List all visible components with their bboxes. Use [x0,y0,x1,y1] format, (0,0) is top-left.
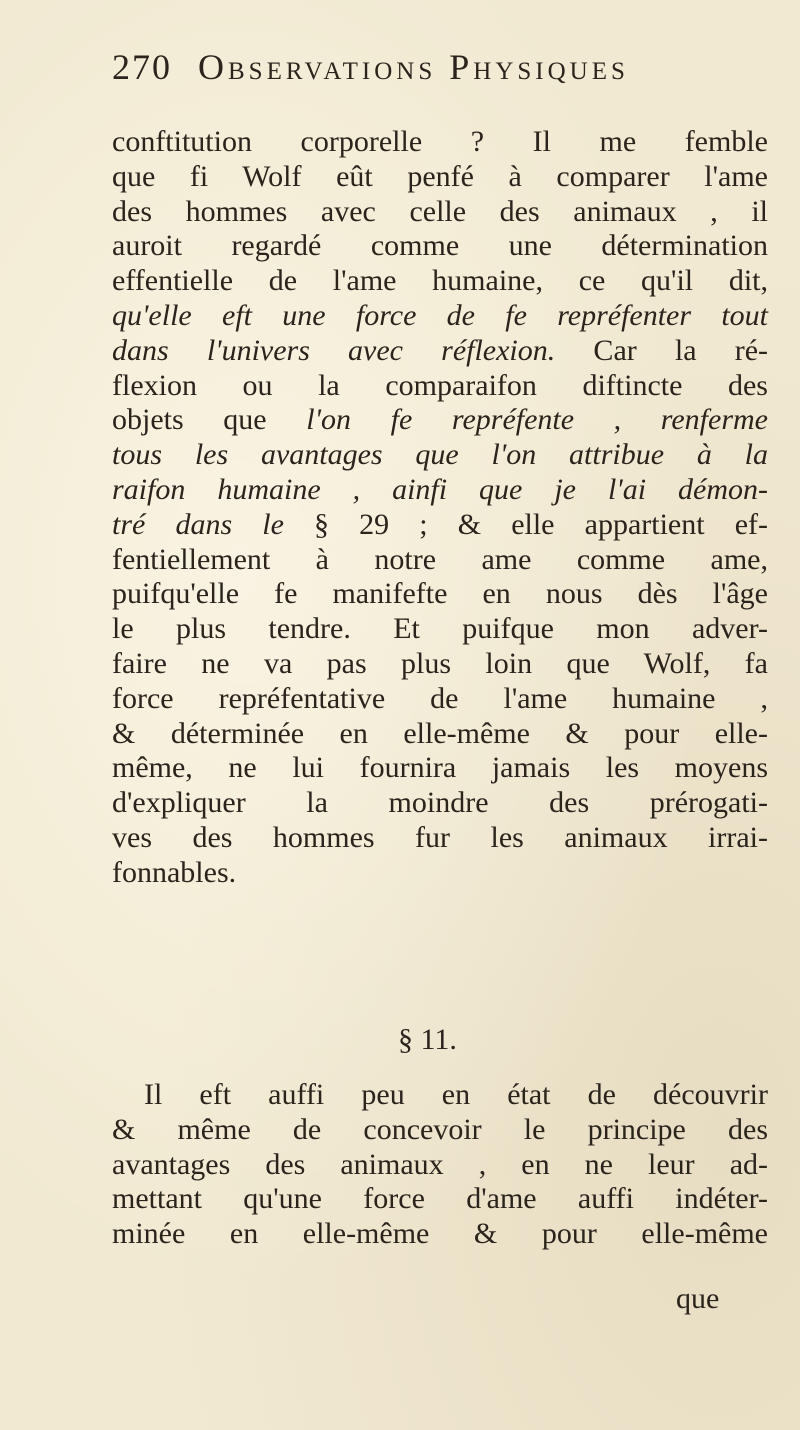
paragraph-2 [112,1078,768,1252]
running-title: Observations Physiques [198,47,629,87]
text-line: & même de concevoir le principe des [112,1112,768,1146]
paragraph-1 [112,125,768,891]
section-heading: § 11. [398,1023,457,1056]
text-line: qu'elle eft une force de fe repréfenter tout [112,298,768,332]
text-line: avantages des animaux , en ne leur ad- [112,1147,768,1181]
text-segment-italic: dans l'univers avec réflexion. [112,333,556,367]
text-line [112,334,768,369]
text-segment-italic: tré dans le [112,507,284,541]
text-line: d'expliquer la moindre des prérogati- [112,786,768,820]
text-line: le plus tendre. Et puifque mon adver- [112,612,768,646]
text-segment: Car la ré- [555,333,768,367]
page-header [112,46,772,106]
text-line: flexion ou la comparaifon diftincte des [112,368,768,402]
text-segment: § 29 ; & elle appartient ef- [283,507,768,541]
text-line: fonnables. [112,855,237,889]
text-line: raifon humaine , ainfi que je l'ai démon- [112,472,768,506]
page-number: 270 [112,47,172,87]
text-line: minée en elle-même & pour elle-même [112,1217,768,1251]
text-line: des hommes avec celle des animaux , il [112,194,768,228]
text-line [112,508,768,543]
text-line: ves des hommes fur les animaux irrai- [112,820,768,854]
text-line: force repréfentative de l'ame humaine , [112,681,768,715]
text-segment-italic: l'on fe repréfente , renferme [306,403,768,437]
catchword: que [676,1282,720,1315]
text-line: faire ne va pas plus loin que Wolf, fa [112,646,768,680]
text-segment: objets que [112,403,307,437]
text-line: fentiellement à notre ame comme ame, [112,542,768,576]
text-line: mettant qu'une force d'ame auffi indéter- [112,1182,768,1216]
text-line: & déterminée en elle-même & pour elle- [112,716,768,750]
text-line: auroit regardé comme une détermination [112,229,768,263]
text-line: puifqu'elle fe manifefte en nous dès l'âge [112,577,768,611]
text-line: Il eft auffi peu en état de découvrir [144,1078,768,1111]
text-line: effentielle de l'ame humaine, ce qu'il dit, [112,264,768,298]
text-line: tous les avantages que l'on attribue à la [112,438,768,472]
text-line [112,403,768,438]
text-line: que fi Wolf eût penfé à comparer l'ame [112,159,768,193]
text-line: conftitution corporelle ? Il me femble [112,125,768,158]
text-line: même, ne lui fournira jamais les moyens [112,751,768,785]
